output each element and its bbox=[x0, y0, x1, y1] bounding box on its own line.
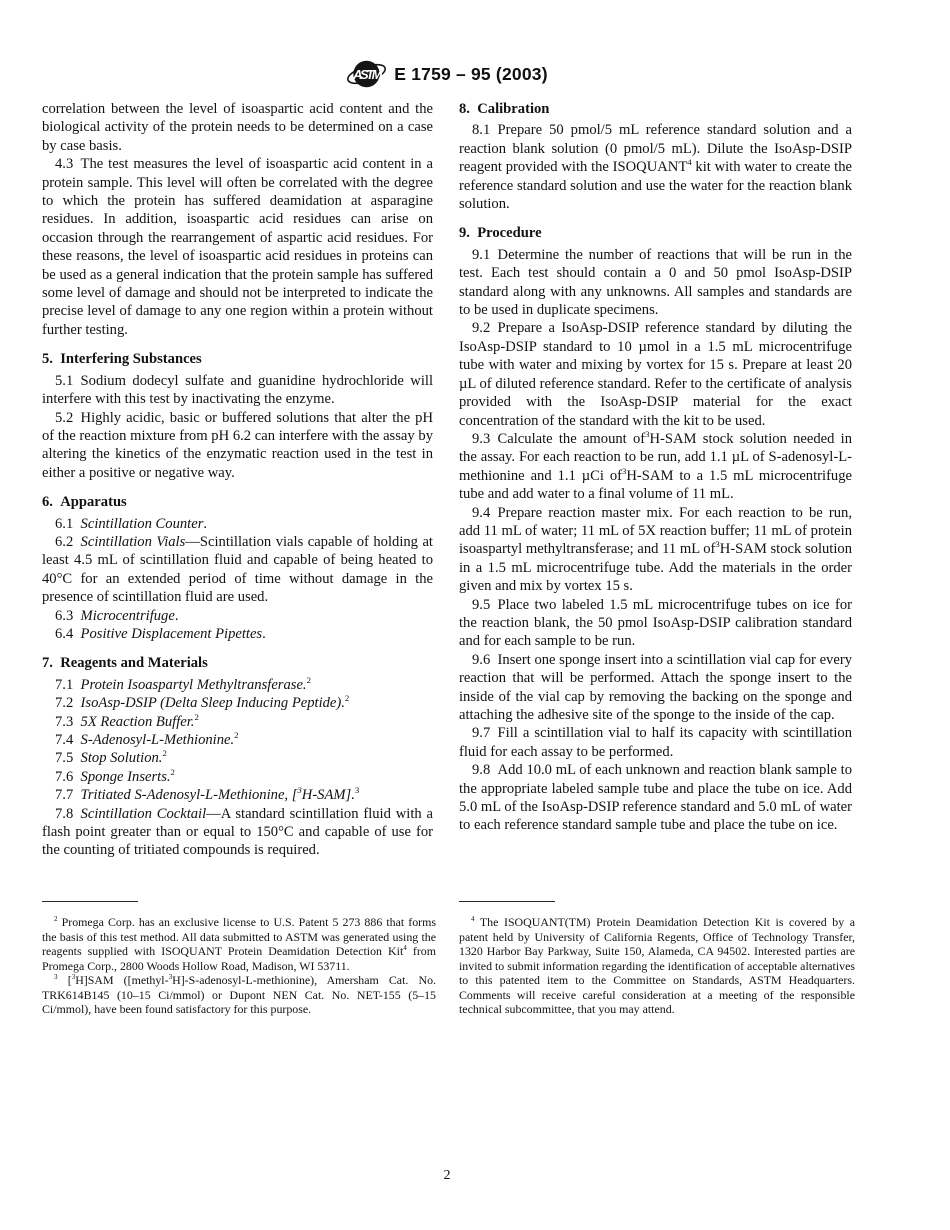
text-run: 2 bbox=[306, 674, 311, 685]
text-run: IsoAsp-DSIP (Delta Sleep Inducing Peptide). bbox=[80, 695, 345, 712]
text-run: Microcentrifuge bbox=[80, 607, 175, 624]
text-run: H]SAM ([methyl- bbox=[75, 973, 169, 987]
text-run: 8. Calibration bbox=[459, 101, 550, 117]
text-run: 7.7 bbox=[55, 787, 81, 804]
text-run: 7.6 bbox=[55, 768, 81, 785]
text-run: kit with water to create the reference standard solution and use the water for the reaction blank solution. bbox=[459, 159, 852, 213]
text-run: 9.4 Prepare reaction master mix. For each reaction to be run, add 11 mL of water; 11 mL of 5X reaction buffer; 11 mL of protein isoaspartyl methyltransferase; and 11 mL of bbox=[459, 504, 852, 558]
paragraph bbox=[42, 676, 433, 694]
text-run: 2 bbox=[234, 730, 239, 741]
text-run: Stop Solution. bbox=[80, 750, 163, 767]
paragraph bbox=[459, 724, 852, 761]
text-run: 6.4 bbox=[55, 625, 81, 642]
text-run: Promega Corp. has an exclusive license to U.S. Patent 5 273 886 that forms the basis of this test method. All data submitted to ASTM was generated using the reagents supplied with ISOQUANT Protein Deamidation Detection Kit bbox=[42, 915, 436, 958]
text-run: 2 bbox=[54, 915, 58, 924]
section-heading bbox=[459, 224, 852, 242]
paragraph bbox=[42, 607, 433, 625]
text-run: 2 bbox=[194, 711, 199, 722]
paragraph bbox=[459, 596, 852, 651]
text-run: 5. Interfering Substances bbox=[42, 351, 202, 368]
text-run: Scintillation Cocktail bbox=[80, 805, 207, 822]
astm-logo-icon bbox=[346, 56, 387, 92]
text-run: —A standard scintillation fluid with a flash point greater than or equal to 150°C and capable of use for the counting of tritiated compounds is required. bbox=[42, 805, 433, 859]
paragraph bbox=[42, 786, 433, 804]
text-run: 6. Apparatus bbox=[42, 494, 127, 511]
text-run: . bbox=[203, 515, 208, 532]
text-run: H-SAM stock solution needed in the assay. For each reaction to be run, add 1.1 µL of S-adenosyl-L-methionine and 1.1 µCi of bbox=[459, 430, 852, 484]
text-run: 9.3 Calculate the amount of bbox=[472, 430, 646, 447]
text-run: 7. Reagents and Materials bbox=[42, 655, 208, 672]
text-run: 9.2 Prepare a IsoAsp-DSIP reference standard by diluting the IsoAsp-DSIP standard to 10 µmol in a 1.5 mL microcentrifuge tube with water and mixing by vortex for 15 s. Prepare at least 20 µL of diluted reference standard. Refer to the certificate of analysis provided with the IsoAsp-DSIP material for the exact concentration of the standard with the kit to be used. bbox=[459, 320, 852, 429]
text-run: 2 bbox=[170, 766, 175, 777]
paragraph bbox=[42, 731, 433, 749]
page-number: 2 bbox=[443, 1168, 451, 1183]
footnote bbox=[42, 915, 436, 973]
text-run: 3 bbox=[54, 973, 58, 982]
text-run: 5X Reaction Buffer. bbox=[80, 713, 195, 730]
text-run: 3 bbox=[645, 429, 650, 440]
paragraph bbox=[459, 651, 852, 725]
text-run: 4 bbox=[687, 157, 692, 168]
footnote-rule-right bbox=[459, 901, 555, 902]
paragraph bbox=[42, 533, 433, 607]
paragraph bbox=[42, 155, 433, 339]
text-run: Protein Isoaspartyl Methyltransferase. bbox=[80, 676, 307, 693]
text-run: 2 bbox=[162, 748, 167, 759]
footnotes-left-body bbox=[42, 915, 436, 1017]
text-run: from Promega Corp., 2800 Woods Hollow Road, Madison, WI 53711. bbox=[42, 944, 436, 973]
text-run: 7.4 bbox=[55, 732, 81, 748]
text-run: 4.3 The test measures the level of isoaspartic acid content in a protein sample. This level will often be correlated with the degree to which the protein has suffered deamidation at asparagine residues. In addition, isoaspartic acid residues can arise on occasion through the rearrangement of aspartic acid residues. For these reasons, the level of isoaspartic acid residues in proteins can be used as a general indication that the protein sample has suffered some level of damage and should not be interpreted to indicate the precise level of damage to any one region within a protein without further testing. bbox=[42, 156, 433, 338]
text-run: 6.3 bbox=[55, 607, 81, 624]
text-run: 3 bbox=[71, 973, 76, 982]
text-run: 8.1 Prepare 50 pmol/5 mL reference standard solution and a reaction blank solution (0 pmol/5 mL). Dilute the IsoAsp-DSIP reagent provided with the ISOQUANT bbox=[459, 122, 852, 176]
text-run: 7.3 bbox=[55, 713, 81, 730]
right-column bbox=[459, 100, 852, 835]
text-run: 3 bbox=[168, 973, 173, 982]
paragraph bbox=[42, 694, 433, 712]
footnotes-right-body bbox=[459, 915, 855, 1017]
text-run: [ bbox=[57, 973, 72, 987]
paragraph bbox=[459, 504, 852, 596]
text-run: 7.2 bbox=[55, 695, 81, 712]
paragraph bbox=[42, 515, 433, 533]
text-run: 3 bbox=[354, 785, 360, 796]
text-run: 5.1 Sodium dodecyl sulfate and guanidine hydrochloride will interfere with this test by inactivating the enzyme. bbox=[42, 372, 433, 408]
paragraph bbox=[42, 100, 433, 155]
text-run: Scintillation Counter bbox=[80, 515, 204, 532]
text-run: The ISOQUANT(TM) Protein Deamidation Detection Kit is covered by a patent held by University of California Regents, Office of Technology Transfer, 1320 Harbor Bay Parkway, Suite 150, Alameda, CA 94502. Interested parties are invited to submit information regarding the identification of acceptable alternatives to this patented item to the Committee on Standards, ASTM Headquarters. Comments will receive careful consideration at a meeting of the responsible technical subcommittee, that you may attend. bbox=[459, 915, 855, 1016]
text-run: H-SAM]. bbox=[301, 787, 355, 804]
text-run: 2 bbox=[344, 693, 350, 704]
footnote-rule-left bbox=[42, 901, 138, 902]
text-run: Positive Displacement Pipettes bbox=[80, 625, 263, 642]
text-run: 7.1 bbox=[55, 676, 81, 693]
paragraph bbox=[42, 768, 433, 786]
text-run: 6.1 bbox=[55, 515, 81, 532]
text-run: Tritiated S-Adenosyl-L-Methionine, [ bbox=[80, 787, 298, 804]
text-run: 9. Procedure bbox=[459, 225, 542, 242]
text-run: H-SAM to a 1.5 mL microcentrifuge tube and add water to a final volume of 11 mL. bbox=[459, 467, 853, 503]
document-header bbox=[42, 56, 852, 92]
svg-text:ASTM: ASTM bbox=[353, 67, 381, 82]
text-run: 9.1 Determine the number of reactions that will be run in the test. Each test should contain a 0 and 50 pmol IsoAsp-DSIP standard along with any unknowns. All samples and standards are to be used in duplicate specimens. bbox=[459, 246, 852, 319]
paragraph bbox=[459, 319, 852, 429]
footnote bbox=[459, 915, 855, 1017]
text-run: 3 bbox=[622, 465, 627, 476]
text-run: —Scintillation vials capable of holding at least 4.5 mL of scintillation fluid and capable of being heated to 40°C for an extended period of time without damage in the presence of scintillation fluid are used. bbox=[42, 533, 433, 606]
text-run: 6.2 bbox=[55, 533, 81, 550]
paragraph bbox=[459, 246, 852, 320]
text-run: Scintillation Vials bbox=[80, 533, 186, 550]
paragraph bbox=[459, 121, 852, 213]
section-heading bbox=[459, 100, 852, 118]
paragraph bbox=[42, 805, 433, 860]
text-run: 4 bbox=[403, 944, 407, 953]
footnotes-right bbox=[459, 901, 855, 1017]
text-run: H-SAM stock solution in a 1.5 mL microcentrifuge tube. Add the materials in the order given and mix by vortex 15 s. bbox=[459, 541, 852, 595]
left-column bbox=[42, 100, 433, 860]
text-run: H]-S-adenosyl-L-methionine), Amersham Cat. No. TRK614B145 (10–15 Ci/mmol) or Dupont NEN Cat. No. NET-155 (5–15 Ci/mmol), have been found satisfactory for this purpose. bbox=[42, 973, 436, 1016]
footnote bbox=[42, 973, 436, 1017]
text-run: 5.2 Highly acidic, basic or buffered solutions that alter the pH of the reaction mixture from pH 6.2 can interfere with the assay by altering the kinetics of the enzymatic reaction used in the test in either a positive or negative way. bbox=[42, 409, 433, 481]
paragraph bbox=[42, 713, 433, 731]
text-run: 4 bbox=[471, 915, 475, 924]
paragraph bbox=[42, 372, 433, 409]
text-run: 9.8 Add 10.0 mL of each unknown and reaction blank sample to the appropriate labeled sample tube and place the tube on ice. Add 5.0 mL of the IsoAsp-DSIP reference standard and 5.0 mL of water to each reference standard sample tube and place the tube on ice. bbox=[459, 762, 852, 834]
text-run: S-Adenosyl-L-Methionine. bbox=[80, 732, 235, 748]
section-heading bbox=[42, 654, 433, 672]
text-run: 9.6 Insert one sponge insert into a scintillation vial cap for every reaction that will be performed. Attach the sponge insert to the inside of the vial cap by removing the backing on the sponge and attaching the adhesive site of the sponge to the inside of the cap. bbox=[459, 651, 852, 723]
text-run: 7.5 bbox=[55, 750, 81, 767]
text-run: 9.7 Fill a scintillation vial to half its capacity with scintillation fluid for each assay to be performed. bbox=[459, 725, 852, 760]
text-run: 3 bbox=[297, 785, 302, 796]
paragraph bbox=[42, 409, 433, 483]
text-run: Sponge Inserts. bbox=[80, 768, 171, 785]
text-run: 9.5 Place two labeled 1.5 mL microcentrifuge tubes on ice for the reaction blank, the 50 pmol IsoAsp-DSIP calibration standard and for each sample to be run. bbox=[459, 596, 852, 650]
section-heading bbox=[42, 350, 433, 368]
paragraph bbox=[459, 761, 852, 835]
text-run: correlation between the level of isoaspartic acid content and the biological activity of the protein needs to be determined on a case by case basis. bbox=[42, 101, 433, 154]
paragraph bbox=[42, 749, 433, 767]
section-heading bbox=[42, 493, 433, 511]
paragraph bbox=[459, 430, 852, 504]
document-designation: E 1759 – 95 (2003) bbox=[394, 63, 548, 84]
text-run: 3 bbox=[715, 539, 720, 550]
text-run: . bbox=[174, 607, 179, 624]
paragraph bbox=[42, 625, 433, 643]
text-run: . bbox=[262, 625, 266, 642]
footnotes-left bbox=[42, 901, 436, 1017]
text-run: 7.8 bbox=[55, 805, 81, 822]
